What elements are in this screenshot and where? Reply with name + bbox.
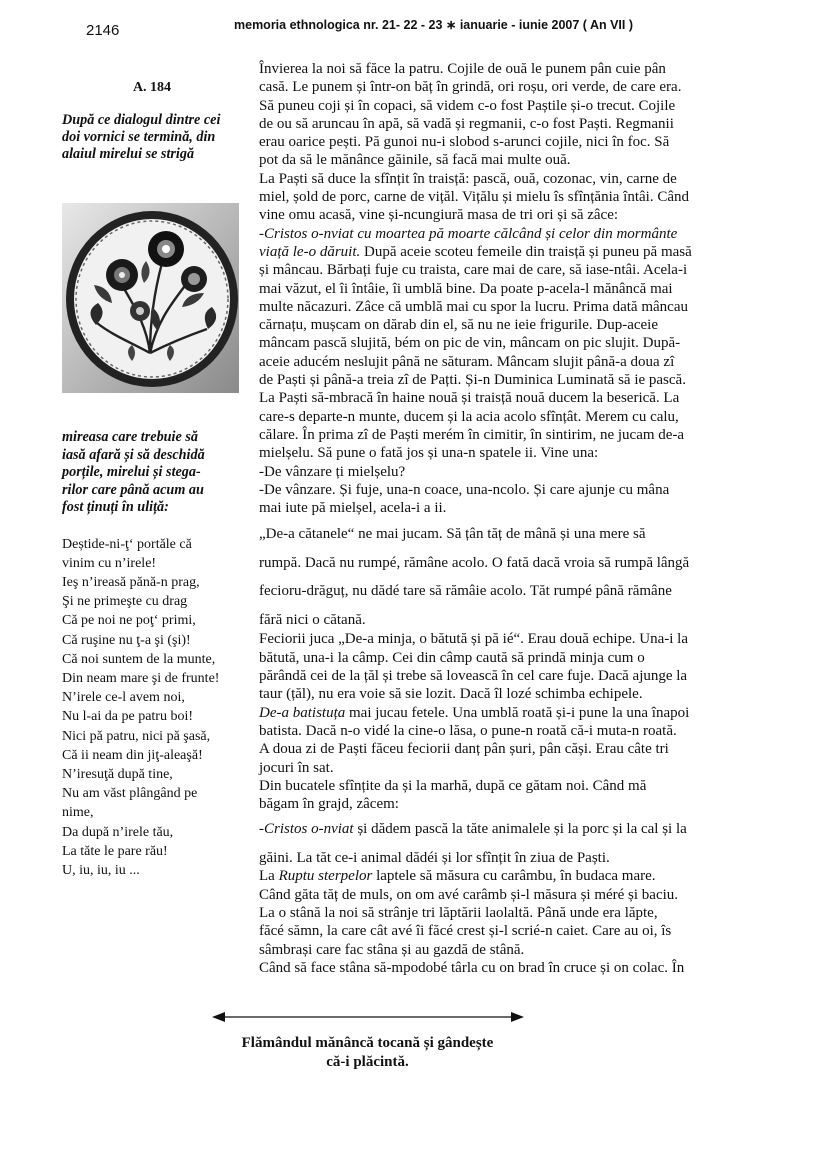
left-column [62, 80, 242, 163]
text-line: batista. Dacă n-o vidé la cine-o lăsa, o pune-n roată că-i muta-n roată. [259, 722, 677, 739]
text-line: călare. În prima zî de Paști merém în cimitir, în sintirim, ne jucam de-a [259, 426, 685, 443]
bride-note [62, 429, 242, 517]
text-line: miel, șold de porc, carne de vițăl. Vițălu și mielu îs sfînțănia întâi. Când [259, 189, 689, 206]
bride-note-line: rilor care până acum au [62, 481, 204, 498]
verse-line: Că pe noi ne poţ‘ primi, [62, 613, 196, 629]
text-line: bătută, una-i la câmp. Cei din câmp caută să prindă minja cum o [259, 649, 645, 666]
paragraph: -De vânzare ți mielșelu? [259, 463, 406, 480]
verse-line: Nu l-ai da pe patru boi! [62, 709, 194, 725]
double-arrow-separator [212, 1010, 524, 1024]
text-line: -De vânzare. Și fuje, una-n coace, una-ncolo. Și care ajunje cu mâna [259, 481, 670, 498]
text-line: Învierea la noi să făce la patru. Cojile de ouă le punem pân cuie pân [259, 61, 666, 77]
running-head: memoria ethnologica nr. 21- 22 - 23 ∗ ianuarie - iunie 2007 ( An VII ) [234, 18, 634, 32]
text-line: de Paști și până-a treia zî de Pațti. Și-n Duminica Luminată să ie pască. [259, 372, 686, 389]
text-line: laptele să măsura cu carâmbu, în budaca mare. [372, 868, 656, 885]
text-line: fără nici o cătană. [259, 611, 366, 628]
bride-note-line: fost ținuți în uliță: [62, 499, 169, 515]
text-line: Feciorii juca „De-a minja, o bătută și pă ié“. Erau două echipe. Una-i la [259, 631, 688, 648]
paragraph [259, 60, 729, 170]
text-line: găini. La tăt ce-i animal dădéi și lor sfînțit în ziua de Paști. [259, 849, 610, 866]
text-line: mielșelu. Să pune o fată jos și una-n spatele ii. Vine una: [259, 445, 599, 462]
left-column-lower [62, 429, 242, 880]
text-line: pot da să le mănânce găinile, să facă mai multe ouă. [259, 152, 571, 169]
paragraph [259, 630, 729, 703]
text-line: aceie aducém neslujit până ne săturam. Mâncam slujit până-a doua zî [259, 353, 675, 370]
verse-line: U, iu, iu, iu ... [62, 862, 140, 878]
text-line: cărnațu, mușcam on dărab din el, să nu ne ieie frigurile. Dup-aceie [259, 317, 659, 334]
item-code: A. 184 [132, 80, 172, 95]
verse-line: N’irele ce-l avem noi, [62, 690, 185, 706]
text-line: de ou să aruncau în apă, să vadă și regmanii, c-o fost Paști. Regmanii [259, 115, 674, 132]
paragraph [259, 170, 729, 225]
text-line: fecioru-drăguț, nu dădé tare să rămâie acolo. Tăt rumpé până rămâne [259, 583, 672, 600]
intro-line: doi vornici se termină, din [62, 129, 216, 145]
text-line: La [259, 868, 279, 885]
text-line: taur (țăl), nu era voie să sie lozit. Dacă îl lozé schimba echipele. [259, 686, 643, 703]
verse-line: N’iresuţă după tine, [62, 766, 173, 782]
text-line: La Paști să duce la sfînțit în traisță: pască, ouă, cozonac, vin, carne de [259, 170, 677, 187]
text-line: A doua zi de Paști făceu feciorii danț pân șuri, pân căși. Erau câte tri [259, 741, 669, 758]
wedding-verse [62, 535, 242, 881]
bride-note-line: mireasa care trebuie să [62, 429, 198, 445]
intro-line: După ce dialogul dintre cei [62, 112, 221, 128]
proverb-line: că-i plăcintă. [326, 1054, 409, 1070]
text-line: Când găta tăț de muls, on om avé carâmb și-l măsura și méré și baciu. [259, 886, 679, 903]
text-line: casă. Le punem și într-on băț în grindă, ori roșu, ori verde, de care era. [259, 79, 682, 96]
text-line: Să puneu coji și în copaci, să videm c-o fost Paștile și-o trecut. Cojile [259, 97, 676, 114]
italic-phrase: viață le-o dăruit. [259, 243, 361, 260]
intro-line: alaiul mirelui se strigă [62, 146, 195, 162]
text-line: rumpă. Dacă nu rumpé, rămâne acolo. O fată dacă vroia să rumpă lângă [259, 554, 690, 571]
text-line: mai jucau fetele. Una umblă roată și-i pune la una înapoi [345, 704, 690, 721]
paragraph [259, 481, 729, 518]
verse-line: Şi ne primeşte cu drag [62, 594, 188, 610]
text-line: După aceie scoteu femeile din traisță și puneu pă masă [360, 243, 692, 260]
verse-line: Din neam mare şi de frunte! [62, 670, 220, 686]
page-number: 2146 [86, 22, 120, 39]
text-line: Din bucatele sfînțite da și la marhă, după ce gătam noi. Când mă [259, 777, 647, 794]
text-line: multe năcazuri. Zâce că umblă mai cu spor la lucru. Prima dată mâncau [259, 298, 688, 315]
bride-note-line: porțile, mirelui și stega- [62, 464, 201, 480]
text-line: și dădem pască la tăte animalele și la porc și la cal și la [353, 821, 687, 838]
text-line: și mâncau. Bărbați fuje cu traista, care mai de care, să iase-ntâi. Acela-i [259, 262, 688, 279]
paragraph [259, 815, 729, 872]
paragraph: Când să face stâna să-mpodobé târla cu on brad în cruce și on colac. În [259, 959, 685, 976]
bride-note-line: iasă afară și să deschidă [62, 446, 205, 463]
text-line: făcé sămn, la care cât avé îi făcé crest și-l scrié-n caiet. Care au oi, îs [259, 923, 672, 940]
verse-line: Da după n’irele tău, [62, 824, 174, 840]
verse-line: Că ii neam din jiţ-aleaşă! [62, 747, 203, 763]
text-line: jocuri în sat. [259, 759, 334, 776]
proverb-line: Flămândul mănâncă tocană și gândește [241, 1035, 494, 1051]
text-line: băgam în grajd, zâcem: [259, 796, 399, 813]
verse-line: Ieş n’ireasă pănă-n prag, [62, 574, 200, 590]
plate-illustration [62, 203, 239, 393]
text-line: părândă cei de la țăl și trebe să lovească în cel care fuje. Dacă ajunge la [259, 668, 688, 685]
paragraph [259, 520, 729, 634]
verse-line: La tăte le pare rău! [62, 843, 168, 859]
verse-line: Deștide-ni-ţ‘ portăle că [62, 536, 192, 552]
verse-line: Nu am văst plângând pe [62, 786, 198, 802]
text-line: La Paști să-mbracă în haine nouă și traisță nouă ducem la beserică. La [259, 390, 680, 407]
paragraph [259, 886, 729, 959]
main-text-column [259, 60, 729, 977]
verse-line: Că noi suntem de la munte, [62, 651, 216, 667]
painted-plate-photo [62, 203, 239, 393]
paragraph [259, 704, 729, 777]
paragraph [259, 777, 729, 814]
text-line: „De-a cătanele“ ne mai jucam. Să țân tăț de mână și una mere să [259, 526, 646, 543]
paragraph [259, 867, 729, 885]
paragraph [259, 389, 729, 462]
text-line: vine omu acasă, vine și-ncungiură masa de tri ori și să zâce: [259, 207, 619, 224]
text-line: care-s departe-n munte, ducem și la acia acolo sfînțât. Merem cu calu, [259, 408, 679, 425]
italic-phrase: De-a batistuța [259, 704, 346, 721]
italic-phrase: Ruptu sterpelor [278, 868, 373, 885]
verse-line: nime, [62, 805, 94, 821]
paragraph [259, 225, 729, 390]
verse-line: Nici pă patru, nici pă şasă, [62, 728, 211, 744]
text-line: mai văzut, el îi întâie, îi umblă bine. Da poate p-acela-l mănâncă mai [259, 280, 673, 297]
verse-line: Că ruşine nu ţ-a şi (şi)! [62, 632, 191, 648]
italic-phrase: -Cristos o-nviat [259, 821, 354, 838]
text-line: sâmbrași care fac stâna și au gazdă de stână. [259, 941, 525, 958]
italic-phrase: -Cristos o-nviat cu moartea pă moarte călcând și celor din mormânte [259, 225, 678, 242]
text-line: mai iute pă mielșel, acela-i a ii. [259, 500, 447, 517]
verse-line: vinim cu n’irele! [62, 555, 157, 571]
text-line: erau oarice pești. Pă gunoi nu-i slobod s-arunci cojile, nici în foc. Să [259, 134, 670, 151]
text-line: La o stână la noi să strânje tri lăptării laolaltă. Până unde era lăpte, [259, 904, 658, 921]
proverb [205, 1034, 530, 1072]
text-line: mâncam pască slujită, bém on pic de vin, mâncam on pic slujit. După- [259, 335, 681, 352]
intro-note [62, 112, 242, 163]
